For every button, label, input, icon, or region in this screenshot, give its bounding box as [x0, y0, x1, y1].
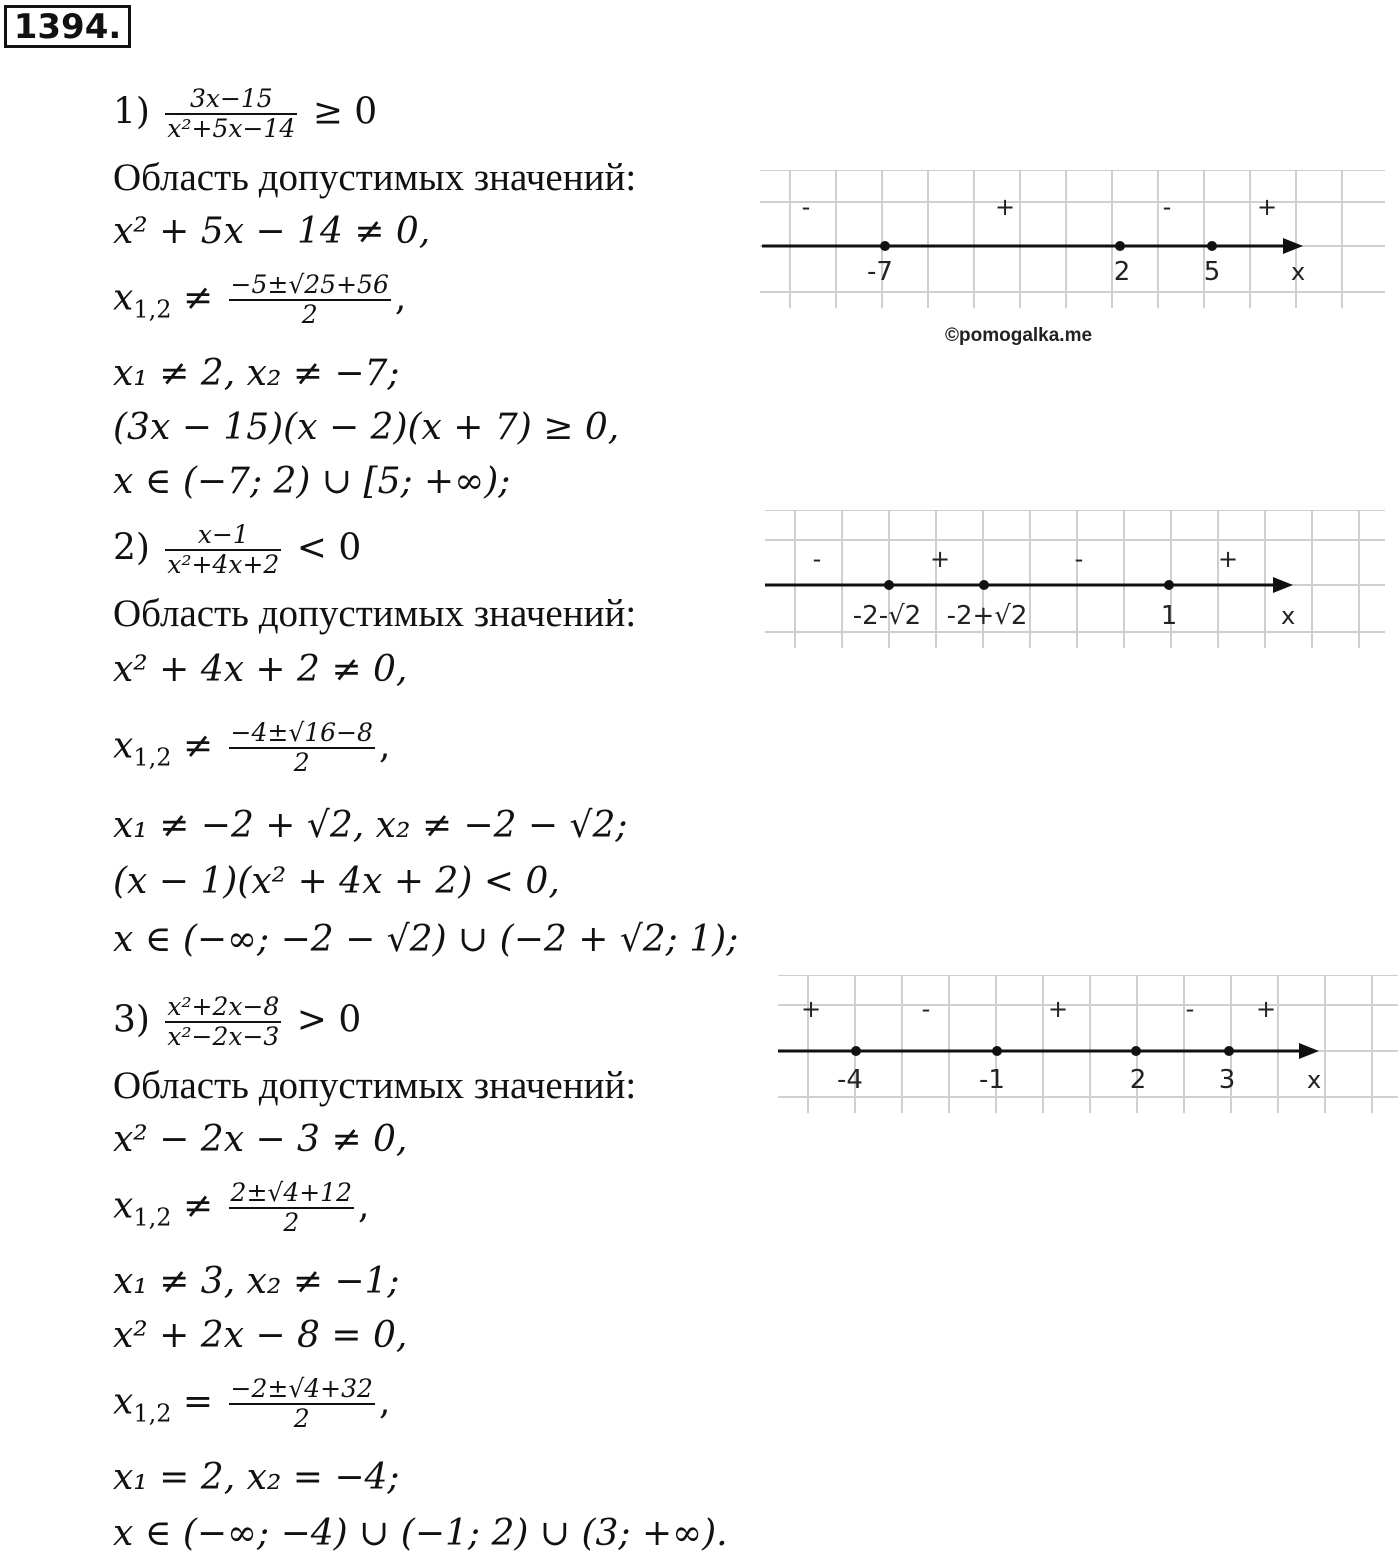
axis-arrow	[1283, 238, 1303, 254]
part1-numerator: 3x−15	[165, 86, 297, 115]
part2-roots: x₁ ≠ −2 + √2, x₂ ≠ −2 − √2;	[113, 805, 628, 846]
part2-fraction	[165, 522, 281, 579]
critical-point	[1115, 241, 1125, 251]
grid	[778, 975, 1398, 1113]
problem-number: 1394.	[4, 5, 131, 48]
interval-sign: +	[800, 995, 822, 1023]
critical-point	[851, 1046, 861, 1056]
point-label: -7	[867, 257, 893, 287]
part3-denominator: x²−2x−3	[167, 1022, 280, 1052]
part2-answer: x ∈ (−∞; −2 − √2) ∪ (−2 + √2; 1);	[113, 919, 739, 960]
point-label: 5	[1203, 257, 1221, 287]
critical-point	[884, 580, 894, 590]
part1-odz-equation: x² + 5x − 14 ≠ 0,	[113, 211, 431, 252]
part3-odz-equation: x² − 2x − 3 ≠ 0,	[113, 1119, 408, 1160]
interval-sign: +	[1256, 193, 1278, 221]
part1-roots-formula: $x_{1,2}$ ≠ $\frac{-5\pm√25+56}{2}$ ,	[113, 270, 407, 330]
critical-point	[992, 1046, 1002, 1056]
point-label: 3	[1218, 1065, 1236, 1095]
number-line-figure-1	[760, 170, 1385, 310]
part3-roots2-fraction: $\frac{-2\pm√4+32}{2}$	[230, 1374, 373, 1434]
part2-inequality	[113, 522, 361, 579]
part3-roots2: x₁ = 2, x₂ = −4;	[113, 1457, 400, 1498]
part3-inequality	[113, 994, 361, 1051]
part3-roots: x₁ ≠ 3, x₂ ≠ −1;	[113, 1261, 400, 1302]
part3-roots-formula: $x_{1,2}$ ≠ $\frac{2\pm√4+12}{2}$ ,	[113, 1178, 370, 1238]
part1-denominator: x²+5x−14	[167, 114, 296, 144]
part2-odz-label: Область допустимых значений:	[113, 592, 637, 635]
part1-answer: x ∈ (−7; 2) ∪ [5; +∞);	[113, 461, 511, 502]
point-label: -2+√2	[946, 601, 1028, 631]
point-label: -2-√2	[852, 601, 922, 631]
axis-arrow	[1273, 577, 1293, 593]
part3-relation: > 0	[296, 999, 362, 1041]
interval-sign: -	[1074, 545, 1084, 573]
interval-sign: +	[1047, 995, 1069, 1023]
grid	[760, 170, 1385, 308]
part1-roots-fraction: $\frac{-5\pm√25+56}{2}$	[230, 270, 389, 330]
interval-sign: -	[801, 193, 811, 221]
part2-relation: < 0	[296, 527, 362, 569]
part2-label: 2)	[113, 527, 150, 569]
axis-label: x	[1291, 258, 1306, 286]
critical-point	[1164, 580, 1174, 590]
part3-answer: x ∈ (−∞; −4) ∪ (−1; 2) ∪ (3; +∞).	[113, 1513, 728, 1554]
part2-roots-formula: $x_{1,2}$ ≠ $\frac{-4\pm√16-8}{2}$ ,	[113, 718, 391, 778]
part3-numerator: x²+2x−8	[165, 994, 281, 1023]
critical-point	[880, 241, 890, 251]
part1-roots: x₁ ≠ 2, x₂ ≠ −7;	[113, 353, 400, 394]
axis-label: x	[1307, 1066, 1322, 1094]
interval-sign: +	[929, 545, 951, 573]
part3-odz-label: Область допустимых значений:	[113, 1064, 637, 1107]
part1-odz-label: Область допустимых значений:	[113, 156, 637, 199]
interval-sign: -	[1185, 995, 1195, 1023]
part3-label: 3)	[113, 999, 150, 1041]
interval-sign: -	[1162, 193, 1172, 221]
axis-arrow	[1299, 1043, 1319, 1059]
interval-sign: +	[994, 193, 1016, 221]
watermark: ©pomogalka.me	[945, 325, 1093, 346]
part2-odz-equation: x² + 4x + 2 ≠ 0,	[113, 649, 408, 690]
point-label: -1	[979, 1065, 1005, 1095]
point-label: -4	[837, 1065, 863, 1095]
part2-denominator: x²+4x+2	[167, 550, 280, 580]
part3-roots2-formula: $x_{1,2}$ = $\frac{-2\pm√4+32}{2}$ ,	[113, 1374, 391, 1434]
interval-sign: +	[1217, 545, 1239, 573]
part2-roots-fraction: $\frac{-4\pm√16-8}{2}$	[230, 718, 373, 778]
part1-inequality	[113, 86, 377, 143]
part1-relation: ≥ 0	[312, 91, 378, 133]
interval-sign: -	[812, 545, 822, 573]
part1-label: 1)	[113, 91, 150, 133]
point-label: 2	[1113, 257, 1131, 287]
critical-point	[1131, 1046, 1141, 1056]
interval-sign: -	[921, 995, 931, 1023]
point-label: 2	[1129, 1065, 1147, 1095]
number-line-figure-3	[778, 975, 1398, 1115]
number-line-figure-2	[765, 510, 1385, 650]
axis-label: x	[1281, 602, 1296, 630]
point-label: 1	[1160, 601, 1178, 631]
part3-numerator-equation: x² + 2x − 8 = 0,	[113, 1315, 408, 1356]
critical-point	[1207, 241, 1217, 251]
critical-point	[1224, 1046, 1234, 1056]
part2-numerator: x−1	[165, 522, 281, 551]
part1-product: (3x − 15)(x − 2)(x + 7) ≥ 0,	[113, 407, 620, 448]
interval-sign: +	[1255, 995, 1277, 1023]
part3-fraction	[165, 994, 281, 1051]
part1-fraction	[165, 86, 297, 143]
part2-product: (x − 1)(x² + 4x + 2) < 0,	[113, 861, 560, 902]
part3-roots-fraction: $\frac{2\pm√4+12}{2}$	[230, 1178, 352, 1238]
critical-point	[979, 580, 989, 590]
